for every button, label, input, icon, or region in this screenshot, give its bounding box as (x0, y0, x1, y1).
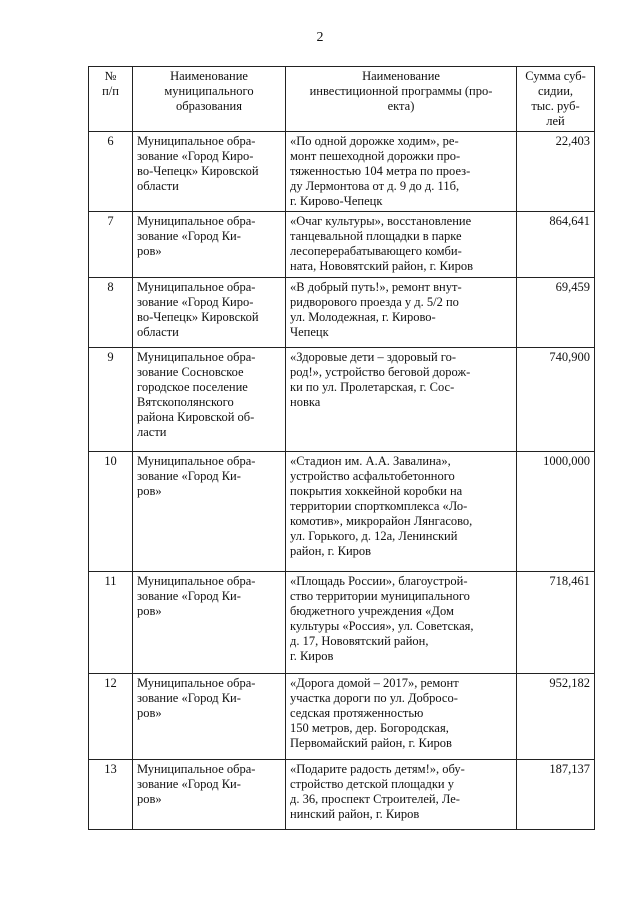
header-sum: Сумма суб- сидии, тыс. руб- лей (517, 67, 595, 132)
row-number: 6 (89, 132, 133, 212)
row-sum: 718,461 (517, 572, 595, 674)
row-number: 9 (89, 348, 133, 452)
row-municipality: Муниципальное обра- зование «Город Ки- ров» (133, 452, 286, 572)
table-row (89, 572, 595, 674)
table-row (89, 278, 595, 348)
row-program: «Площадь России», благоустрой- ство территории муниципального бюджетного учреждения «Дом культуры «Россия», ул. Советская, д. 17, Нововятский район, г. Киров (286, 572, 517, 674)
row-municipality: Муниципальное обра- зование «Город Ки- ров» (133, 212, 286, 278)
row-number: 13 (89, 760, 133, 830)
row-municipality: Муниципальное обра- зование «Город Ки- ров» (133, 572, 286, 674)
row-program: «По одной дорожке ходим», ре- монт пешеходной дорожки про- тяженностью 104 метра по проез- ду Лермонтова от д. 9 до д. 11б, г. Кирово-Чепецк (286, 132, 517, 212)
row-number: 8 (89, 278, 133, 348)
row-number: 10 (89, 452, 133, 572)
row-sum: 740,900 (517, 348, 595, 452)
row-program: «Дорога домой – 2017», ремонт участка дороги по ул. Добросо- седская протяженностью 150 метров, дер. Богородская, Первомайский район, г. Киров (286, 674, 517, 760)
table-row (89, 212, 595, 278)
header-municipality: Наименование муниципального образования (133, 67, 286, 132)
row-number: 12 (89, 674, 133, 760)
table-row (89, 760, 595, 830)
row-sum: 22,403 (517, 132, 595, 212)
header-number: № п/п (89, 67, 133, 132)
table-row (89, 674, 595, 760)
row-sum: 69,459 (517, 278, 595, 348)
row-municipality: Муниципальное обра- зование «Город Киро- во-Чепецк» Кировской области (133, 132, 286, 212)
row-program: «Здоровые дети – здоровый го- род!», устройство беговой дорож- ки по ул. Пролетарская, г. Сос- новка (286, 348, 517, 452)
row-number: 7 (89, 212, 133, 278)
table-header-row (89, 67, 595, 132)
table-row (89, 132, 595, 212)
row-program: «Стадион им. А.А. Завалина», устройство асфальтобетонного покрытия хоккейной коробки на территории спорткомплекса «Ло- комотив», микрорайон Лянгасово, ул. Горького, д. 12а, Ленинский район, г. Киров (286, 452, 517, 572)
row-sum: 1000,000 (517, 452, 595, 572)
page-number: 2 (316, 30, 324, 45)
row-number: 11 (89, 572, 133, 674)
table-row (89, 452, 595, 572)
row-sum: 864,641 (517, 212, 595, 278)
row-program: «Подарите радость детям!», обу- стройство детской площадки у д. 36, проспект Строителей, Ле- нинский район, г. Киров (286, 760, 517, 830)
table-row (89, 348, 595, 452)
header-program: Наименование инвестиционной программы (про- екта) (286, 67, 517, 132)
subsidy-table (88, 66, 595, 830)
row-sum: 952,182 (517, 674, 595, 760)
row-municipality: Муниципальное обра- зование «Город Ки- ров» (133, 674, 286, 760)
row-program: «В добрый путь!», ремонт внут- ридворового проезда у д. 5/2 по ул. Молодежная, г. Кирово- Чепецк (286, 278, 517, 348)
row-municipality: Муниципальное обра- зование Сосновское городское поселение Вятскополянского района Кировской об- ласти (133, 348, 286, 452)
row-program: «Очаг культуры», восстановление танцевальной площадки в парке лесоперерабатывающего комби- ната, Нововятский район, г. Киров (286, 212, 517, 278)
row-sum: 187,137 (517, 760, 595, 830)
row-municipality: Муниципальное обра- зование «Город Ки- ров» (133, 760, 286, 830)
row-municipality: Муниципальное обра- зование «Город Киро- во-Чепецк» Кировской области (133, 278, 286, 348)
